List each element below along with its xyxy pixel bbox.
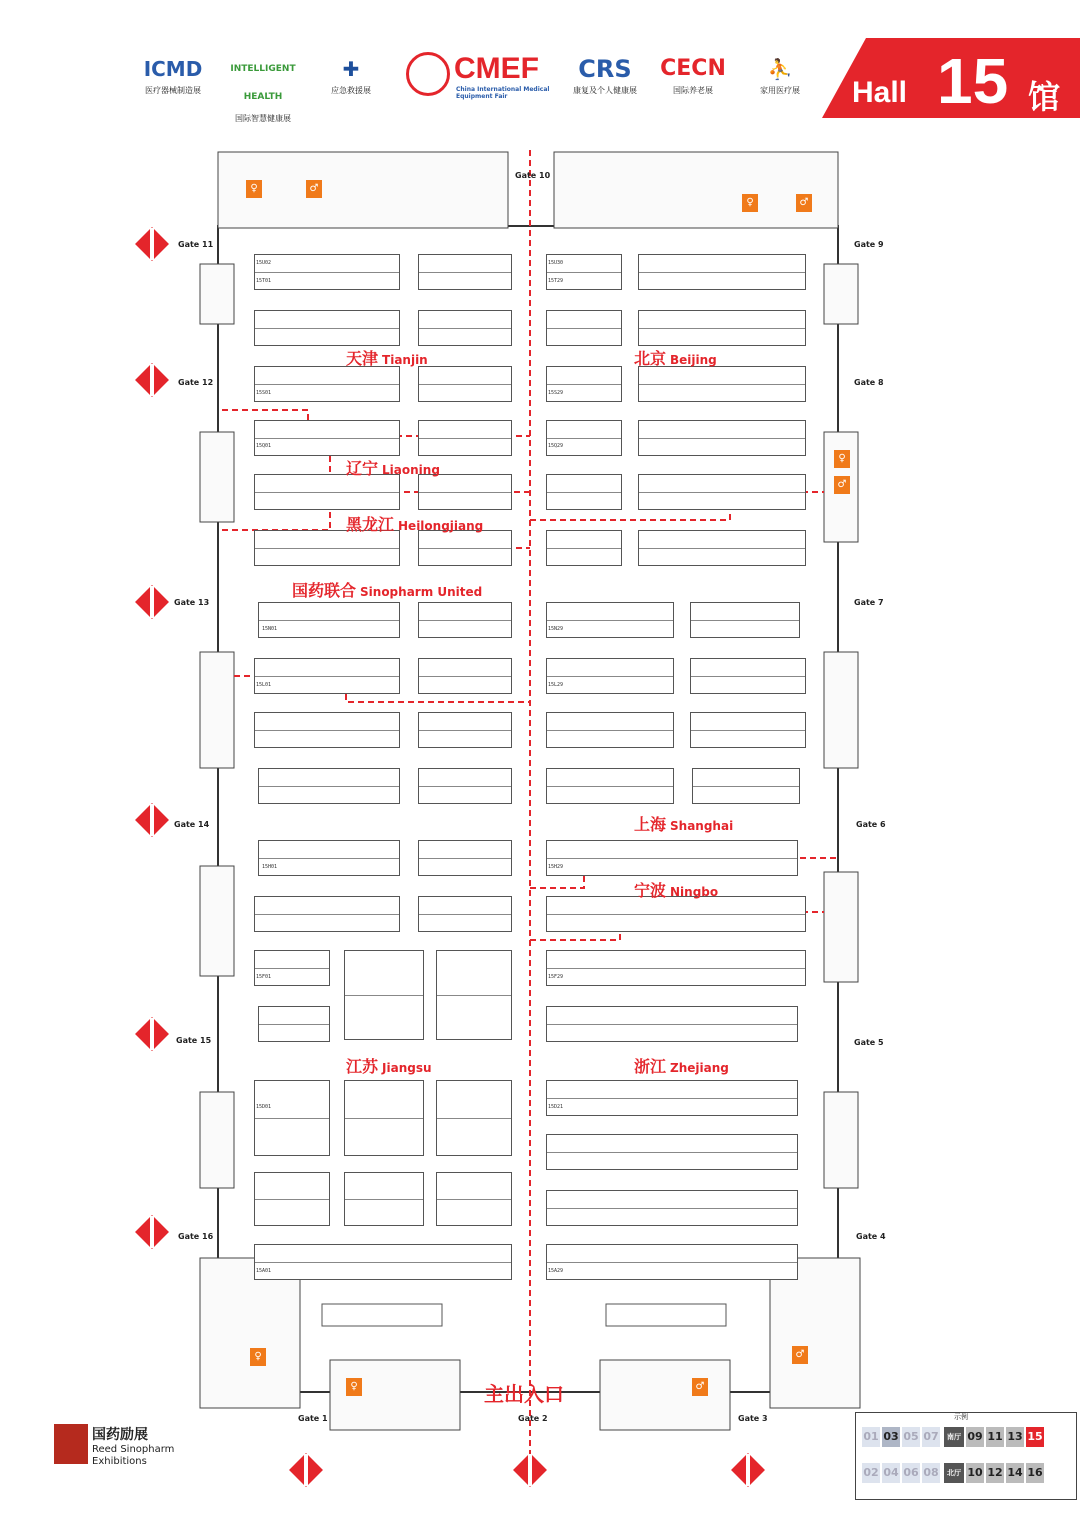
restroom-icon: ♂	[306, 180, 322, 198]
reed-en-1: Reed Sinopharm	[92, 1444, 175, 1455]
booth-block[interactable]	[546, 602, 674, 638]
hall-char: 馆	[1028, 78, 1061, 116]
booth-block[interactable]	[418, 602, 512, 638]
booth-block[interactable]	[546, 950, 806, 986]
booth-row-label: 15N29	[548, 626, 564, 632]
side-room-west-3	[200, 652, 234, 768]
booth-block[interactable]	[418, 768, 512, 804]
legend-cell: 04	[882, 1463, 900, 1483]
booth-block[interactable]	[436, 950, 512, 1040]
booth-block[interactable]	[638, 366, 806, 402]
region-en: Jiangsu	[382, 1061, 432, 1075]
restroom-icon: ♀	[250, 1348, 266, 1366]
region-zh: 国药联合	[292, 581, 357, 600]
gate-3-label: Gate 3	[738, 1414, 768, 1423]
booth-block[interactable]	[546, 896, 806, 932]
booth-row-label: 15T29	[548, 278, 564, 284]
region-en: Heilongjiang	[398, 519, 484, 533]
booth-block[interactable]	[258, 602, 400, 638]
region-zh: 北京	[634, 349, 667, 368]
booth-row-label: 15F01	[256, 974, 272, 980]
reed-seal-icon	[54, 1424, 88, 1464]
legend-cell: 南厅	[944, 1427, 964, 1447]
booth-block[interactable]	[254, 474, 400, 510]
hall-legend	[855, 1412, 1077, 1500]
south-east-service-block	[770, 1258, 860, 1408]
homecare-icon: ⛹	[767, 57, 793, 81]
restroom-icon: ♀	[246, 180, 262, 198]
booth-row-label: 15H01	[262, 864, 278, 870]
booth-block[interactable]	[546, 658, 674, 694]
booth-row-label: 15U02	[256, 260, 272, 266]
booth-block[interactable]	[692, 768, 800, 804]
side-room-east-5	[824, 1092, 858, 1188]
stairs-south-east	[606, 1304, 726, 1326]
booth-row-label: 15D21	[548, 1104, 564, 1110]
booth-block[interactable]	[546, 366, 622, 402]
hall-number: 15	[937, 45, 1009, 117]
logo-cmef-mark: CMEF	[454, 52, 539, 85]
restroom-icon: ♂	[834, 476, 850, 494]
side-room-west-1	[200, 264, 234, 324]
region-zh: 黑龙江	[346, 515, 395, 534]
logo-homecare-caption: 家用医疗展	[760, 86, 800, 95]
booth-block[interactable]	[418, 530, 512, 566]
legend-cell-active: 15	[1026, 1427, 1044, 1447]
booth-block[interactable]	[254, 950, 330, 986]
booth-row-label: 15D01	[256, 1104, 272, 1110]
gate-14-label: Gate 14	[174, 820, 210, 829]
logo-cecn-caption: 国际养老展	[673, 86, 713, 95]
booth-row-label: 15L29	[548, 682, 564, 688]
legend-cell: 06	[902, 1463, 920, 1483]
side-room-east-1	[824, 264, 858, 324]
main-entrance-label: 主出入口	[484, 1382, 564, 1406]
booth-row-label: 15Q01	[256, 443, 272, 449]
booth-block[interactable]	[418, 420, 512, 456]
booth-block[interactable]	[418, 658, 512, 694]
legend-title: 示例	[954, 1413, 968, 1421]
region-zh: 上海	[634, 815, 667, 834]
legend-cell: 10	[966, 1463, 984, 1483]
gate-10-label: Gate 10	[515, 171, 551, 180]
logo-ih-caption: 国际智慧健康展	[235, 114, 291, 123]
region-en: Beijing	[670, 353, 717, 367]
booth-block[interactable]	[638, 310, 806, 346]
booth-row-label: 15S01	[256, 390, 272, 396]
booth-block[interactable]	[546, 1190, 798, 1226]
booth-row-label: 15A29	[548, 1268, 564, 1274]
booth-row-label: 15N01	[262, 626, 278, 632]
booth-row-label: 15T01	[256, 278, 272, 284]
booth-block[interactable]	[546, 1134, 798, 1170]
booth-block[interactable]	[258, 840, 400, 876]
booth-row-label: 15U30	[548, 260, 564, 266]
region-jiangsu	[346, 1054, 432, 1077]
gate-9-label: Gate 9	[854, 240, 884, 249]
restroom-icon: ♀	[742, 194, 758, 212]
booth-block[interactable]	[254, 1244, 512, 1280]
booth-block[interactable]	[546, 768, 674, 804]
logo-cecn-mark: CECN	[660, 56, 726, 81]
gate-12-label: Gate 12	[178, 378, 214, 387]
booth-row-label: 15H29	[548, 864, 564, 870]
legend-cell: 09	[966, 1427, 984, 1447]
gate-11-label: Gate 11	[178, 240, 214, 249]
legend-cell: 12	[986, 1463, 1004, 1483]
booth-block[interactable]	[546, 712, 674, 748]
booth-block[interactable]	[638, 474, 806, 510]
gate-16-label: Gate 16	[178, 1232, 214, 1241]
legend-cell: 14	[1006, 1463, 1024, 1483]
booth-block[interactable]	[546, 840, 798, 876]
booth-block[interactable]	[546, 1244, 798, 1280]
booth-block[interactable]	[418, 474, 512, 510]
south-east-entrance-block	[600, 1360, 730, 1430]
booth-block[interactable]	[690, 712, 806, 748]
restroom-icon: ♀	[834, 450, 850, 468]
booth-block[interactable]	[344, 1080, 424, 1156]
logo-emergency-caption: 应急救援展	[331, 86, 371, 95]
restroom-icon: ♂	[796, 194, 812, 212]
gate-2-label: Gate 2	[518, 1414, 548, 1423]
region-heilongjiang	[346, 512, 483, 535]
legend-cell: 01	[862, 1427, 880, 1447]
region-en: Zhejiang	[670, 1061, 729, 1075]
booth-block[interactable]	[254, 310, 400, 346]
booth-block[interactable]	[546, 420, 622, 456]
region-zh: 辽宁	[346, 459, 379, 478]
booth-row-label: 15S29	[548, 390, 564, 396]
region-ningbo	[634, 878, 718, 901]
booth-block[interactable]	[546, 474, 622, 510]
legend-cell: 北厅	[944, 1463, 964, 1483]
side-room-west-2	[200, 432, 234, 522]
logo-icmd-caption: 医疗器械制造展	[145, 86, 201, 95]
booth-block[interactable]	[344, 1172, 424, 1226]
logo-crs-caption: 康复及个人健康展	[573, 86, 637, 95]
booth-block[interactable]	[344, 950, 424, 1040]
region-en: Sinopharm United	[360, 585, 483, 599]
hall-word: Hall	[852, 76, 908, 109]
booth-block[interactable]	[258, 1006, 330, 1042]
restroom-icon: ♂	[792, 1346, 808, 1364]
legend-cell: 03	[882, 1427, 900, 1447]
booth-block[interactable]	[418, 896, 512, 932]
booth-block[interactable]	[436, 1172, 512, 1226]
booth-block[interactable]	[418, 310, 512, 346]
gate-13-label: Gate 13	[174, 598, 210, 607]
booth-block[interactable]	[254, 530, 400, 566]
logo-cmef-caption: China International Medical Equipment Fair	[456, 86, 550, 100]
region-en: Liaoning	[382, 463, 440, 477]
region-sinopharm	[292, 578, 482, 601]
reed-zh: 国药励展	[92, 1427, 148, 1443]
booth-block[interactable]	[546, 310, 622, 346]
stairs-south-west	[322, 1304, 442, 1326]
restroom-icon: ♀	[346, 1378, 362, 1396]
booth-block[interactable]	[254, 896, 400, 932]
emergency-icon: ✚	[342, 57, 360, 81]
side-room-east-3	[824, 652, 858, 768]
booth-block[interactable]	[546, 1080, 798, 1116]
booth-block[interactable]	[254, 658, 400, 694]
gate-4-label: Gate 4	[856, 1232, 886, 1241]
side-room-east-4	[824, 872, 858, 982]
legend-cell: 02	[862, 1463, 880, 1483]
region-beijing	[634, 346, 717, 369]
region-en: Ningbo	[670, 885, 719, 899]
logo-crs-mark: CRS	[578, 55, 632, 83]
booth-block[interactable]	[546, 530, 622, 566]
booth-block[interactable]	[254, 420, 400, 456]
region-zh: 江苏	[346, 1057, 379, 1076]
booth-block[interactable]	[638, 420, 806, 456]
booth-block[interactable]	[418, 254, 512, 290]
booth-block[interactable]	[254, 712, 400, 748]
legend-cell: 07	[922, 1427, 940, 1447]
restroom-icon: ♂	[692, 1378, 708, 1396]
side-room-west-4	[200, 866, 234, 976]
north-east-service-block	[554, 152, 838, 228]
gate-7-label: Gate 7	[854, 598, 884, 607]
booth-block[interactable]	[254, 254, 400, 290]
booth-block[interactable]	[638, 530, 806, 566]
region-zh: 宁波	[634, 881, 667, 900]
booth-row-label: 15A01	[256, 1268, 272, 1274]
legend-cell: 13	[1006, 1427, 1024, 1447]
region-shanghai	[634, 812, 733, 835]
gate-1-label: Gate 1	[298, 1414, 328, 1423]
reed-en-2: Exhibitions	[92, 1456, 147, 1467]
logo-ih-mark: INTELLIGENT HEALTH	[230, 64, 296, 102]
booth-row-label: 15L01	[256, 682, 272, 688]
legend-cell: 11	[986, 1427, 1004, 1447]
booth-block[interactable]	[418, 366, 512, 402]
gate-5-label: Gate 5	[854, 1038, 884, 1047]
region-en: Tianjin	[382, 353, 428, 367]
booth-block[interactable]	[546, 1006, 798, 1042]
gate-6-label: Gate 6	[856, 820, 886, 829]
booth-block[interactable]	[690, 602, 800, 638]
legend-cell: 05	[902, 1427, 920, 1447]
booth-row-label: 15Q29	[548, 443, 564, 449]
region-en: Shanghai	[670, 819, 734, 833]
booth-block[interactable]	[690, 658, 806, 694]
region-zhejiang	[634, 1054, 729, 1077]
region-liaoning	[346, 456, 440, 479]
legend-cell: 08	[922, 1463, 940, 1483]
region-zh: 浙江	[634, 1057, 667, 1076]
region-tianjin	[346, 346, 428, 369]
booth-block[interactable]	[254, 1080, 330, 1156]
side-room-west-5	[200, 1092, 234, 1188]
booth-block[interactable]	[254, 1172, 330, 1226]
gate-15-label: Gate 15	[176, 1036, 212, 1045]
region-zh: 天津	[346, 349, 379, 368]
booth-block[interactable]	[418, 840, 512, 876]
booth-block[interactable]	[258, 768, 400, 804]
logo-icmd-mark: ICMD	[143, 57, 203, 81]
legend-cell: 16	[1026, 1463, 1044, 1483]
booth-block[interactable]	[638, 254, 806, 290]
south-west-service-block	[200, 1258, 300, 1408]
gate-8-label: Gate 8	[854, 378, 884, 387]
booth-block[interactable]	[418, 712, 512, 748]
booth-block[interactable]	[436, 1080, 512, 1156]
booth-block[interactable]	[254, 366, 400, 402]
booth-row-label: 15F29	[548, 974, 564, 980]
